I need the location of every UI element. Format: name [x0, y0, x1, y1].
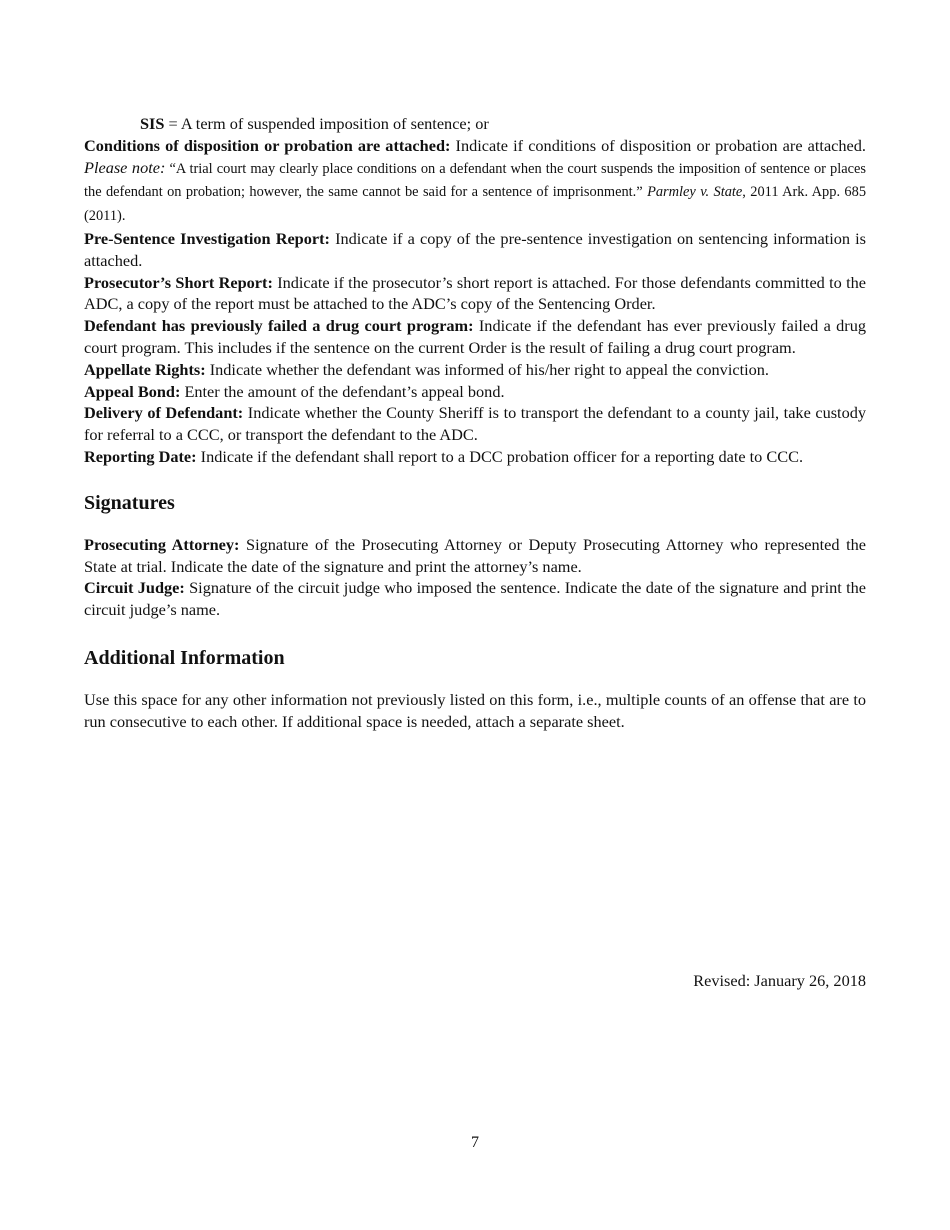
delivery-paragraph	[84, 402, 866, 446]
page-number: 7	[471, 1134, 479, 1151]
drug-court-text: Indicate if the defendant has ever previously failed a drug court program. This includes if the sentence on the current Order is the result of failing a drug court program.	[84, 316, 866, 357]
prosecuting-term: Prosecuting Attorney:	[84, 534, 240, 554]
appellate-paragraph	[84, 359, 866, 381]
psi-paragraph	[84, 228, 866, 272]
conditions-paragraph	[84, 135, 866, 228]
appeal-bond-paragraph	[84, 381, 866, 403]
conditions-text: Indicate if conditions of disposition or probation are attached.	[450, 135, 866, 155]
psi-term: Pre-Sentence Investigation Report:	[84, 228, 330, 248]
delivery-term: Delivery of Defendant:	[84, 403, 244, 423]
appeal-bond-text: Enter the amount of the defendant’s appeal bond.	[180, 381, 505, 401]
page-content	[84, 113, 866, 733]
reporting-term: Reporting Date:	[84, 446, 197, 466]
appellate-term: Appellate Rights:	[84, 359, 206, 379]
conditions-note-label: Please note:	[84, 157, 166, 177]
appellate-text: Indicate whether the defendant was informed of his/her right to appeal the conviction.	[205, 359, 769, 379]
conditions-term: Conditions of disposition or probation are attached:	[84, 135, 451, 155]
additional-heading: Additional Information	[84, 646, 285, 669]
reporting-text: Indicate if the defendant shall report to a DCC probation officer for a reporting date to CCC.	[196, 446, 804, 466]
prosecuting-text: Signature of the Prosecuting Attorney or Deputy Prosecuting Attorney who represented the State at trial. Indicate the date of the signature and print the attorney’s name.	[84, 534, 866, 576]
sis-term: SIS	[140, 114, 165, 133]
short-report-paragraph	[84, 272, 866, 316]
appeal-bond-term: Appeal Bond:	[84, 381, 181, 401]
conditions-quote: “A trial court may clearly place conditions on a defendant when the court suspends the imposition of sentence or places the defendant on probation; however, the same cannot be said for a sentence of imprisonment.”	[84, 160, 866, 201]
revised-date: Revised: January 26, 2018	[693, 971, 866, 990]
reporting-paragraph	[84, 446, 866, 468]
drug-court-term: Defendant has previously failed a drug court program:	[84, 316, 474, 336]
judge-term: Circuit Judge:	[84, 578, 185, 598]
short-report-text: Indicate if the prosecutor’s short report is attached. For those defendants committed to the ADC, a copy of the report must be attached to the ADC’s copy of the Sentencing Order.	[84, 272, 866, 314]
case-cite: , 2011 Ark. App. 685 (2011).	[84, 184, 867, 225]
case-name: Parmley v. State	[647, 184, 743, 201]
judge-text: Signature of the circuit judge who imposed the sentence. Indicate the date of the signature and print the circuit judge’s name.	[84, 578, 866, 620]
judge-paragraph	[84, 577, 866, 621]
sis-paragraph	[84, 113, 866, 135]
psi-text: Indicate if a copy of the pre-sentence investigation on sentencing information is attached.	[84, 228, 866, 270]
short-report-term: Prosecutor’s Short Report:	[84, 272, 273, 292]
signatures-heading: Signatures	[84, 491, 175, 514]
additional-paragraph: Use this space for any other information not previously listed on this form, i.e., multiple counts of an offense that are to run consecutive to each other. If additional space is needed, attach a separate sheet.	[84, 689, 866, 731]
delivery-text: Indicate whether the County Sheriff is to transport the defendant to a county jail, take custody for referral to a CCC, or transport the defendant to the ADC.	[84, 403, 866, 445]
prosecuting-paragraph	[84, 534, 866, 578]
drug-court-paragraph	[84, 315, 866, 359]
sis-text: = A term of suspended imposition of sentence; or	[164, 114, 489, 133]
